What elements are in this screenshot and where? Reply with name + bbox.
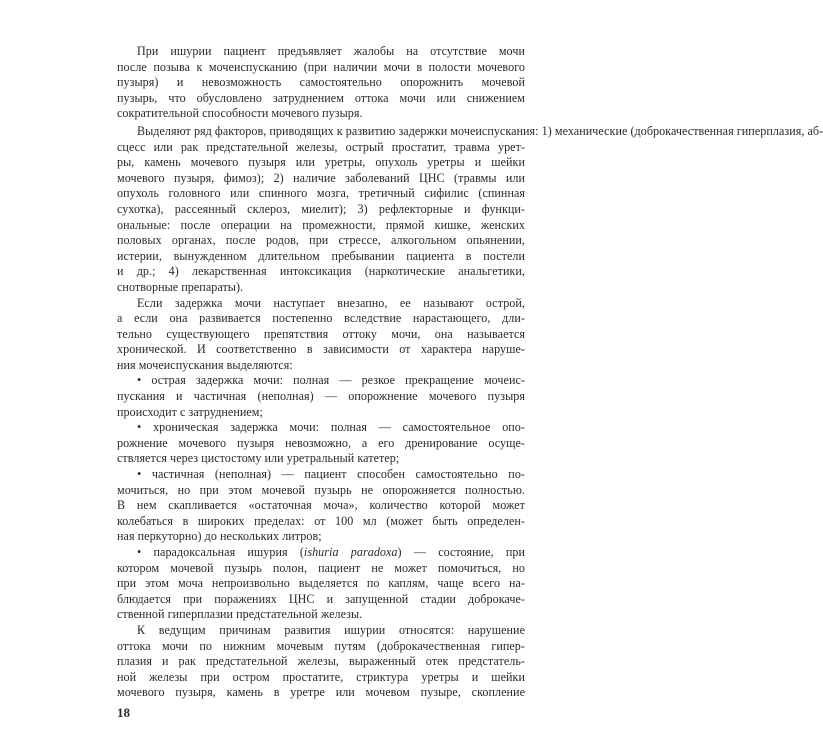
text-line: В нем скапливается «остаточная моча», количество которой может — [117, 498, 525, 513]
text-line: мочиться, но при этом мочевой пузырь не опорожняется полностью. — [117, 482, 525, 497]
text-line: пузыря) и невозможность самостоятельно опорожнить мочевой — [117, 75, 525, 90]
text-line: хронической. И соответственно в зависимости от характера наруше- — [117, 342, 525, 357]
text-line: ной железы при остром простатите, стриктура уретры и шейки — [117, 669, 525, 684]
paragraph-ishuria-complaints — [117, 44, 525, 122]
text-line: рожнение мочевого пузыря невозможно, а его дренирование осуще- — [117, 435, 525, 450]
text-line: опухоль головного или спинного мозга, третичный сифилис (спинная — [117, 186, 525, 201]
text-line: ональные: после операции на промежности, прямой кишке, женских — [117, 217, 525, 232]
list-item-chronic — [117, 420, 525, 467]
text-line: при этом моча непроизвольно выделяется по каплям, чаще всего на- — [117, 576, 525, 591]
text-line: • частичная (неполная) — пациент способен самостоятельно по- — [137, 467, 525, 482]
text-line: колебаться в широких пределах: от 100 мл (может быть определен- — [117, 513, 525, 528]
text-line: половых органах, после родов, при стрессе, алкогольном опьянении, — [117, 233, 525, 248]
text-line: оттока мочи по нижним мочевым путям (доброкачественная гипер- — [117, 638, 525, 653]
text-line: сократительной способности мочевого пузыря. — [117, 106, 363, 121]
list-item-partial — [117, 467, 525, 545]
paragraph-acute-chronic — [117, 296, 525, 374]
text-line: Если задержка мочи наступает внезапно, ее называют острой, — [137, 295, 525, 310]
page-number: 18 — [117, 705, 130, 720]
text-line: мочевого пузыря, камень в уретре или мочевом пузыре, скопление — [117, 685, 525, 700]
text-line: К ведущим причинам развития ишурии относятся: нарушение — [137, 622, 525, 637]
text-fragment: • парадоксальная ишурия ( — [137, 545, 304, 559]
text-line: и др.; 4) лекарственная интоксикация (наркотические анальгетики, — [117, 264, 525, 279]
text-line: Выделяют ряд факторов, приводящих к развитию задержки мочеиспускания: 1) механические (доброкачественная гиперплазия, аб- — [137, 123, 823, 138]
text-line: снотворные препараты). — [117, 279, 244, 294]
list-item-acute — [117, 373, 525, 420]
text-line: ры, камень мочевого пузыря или уретры, опухоль уретры и шейки — [117, 155, 525, 170]
text-line: сухотка), рассеянный склероз, миелит); 3) рефлекторные и функци- — [117, 201, 525, 216]
text-line: а если она развивается постепенно вследствие нарастающего, дли- — [117, 311, 525, 326]
text-line: ственной гиперплазии предстательной железы. — [117, 607, 363, 622]
text-line: истерии, вынужденном длительном пребывании пациента в постели — [117, 248, 525, 263]
text-line: после позыва к мочеиспусканию (при наличии мочи в полости мочевого — [117, 59, 525, 74]
text-line — [117, 545, 525, 561]
document-page — [117, 44, 823, 734]
paragraph-retention-factors — [117, 123, 823, 296]
list-item-paradoxical — [117, 545, 525, 623]
text-line: При ишурии пациент предъявляет жалобы на отсутствие мочи — [137, 44, 525, 58]
text-line: мочевого пузыря, фимоз); 2) наличие заболеваний ЦНС (травмы или — [117, 170, 525, 185]
text-line: происходит с затруднением; — [117, 404, 263, 419]
text-line: ния мочеиспускания выделяются: — [117, 357, 293, 372]
text-line: сцесс или рак предстательной железы, острый простатит, травма урет- — [117, 139, 525, 154]
text-fragment: ) — состояние, при — [397, 545, 525, 559]
text-line: ствляется через цистостому или уретральный катетер; — [117, 451, 400, 466]
text-line: • острая задержка мочи: полная — резкое прекращение мочеис- — [137, 373, 525, 388]
text-line: котором мочевой пузырь полон, пациент не может помочиться, но — [117, 560, 525, 575]
text-line: ная перкуторно) до нескольких литров; — [117, 529, 322, 544]
text-line: пускания и частичная (неполная) — опорожнение мочевого пузыря — [117, 389, 525, 404]
text-line: пузырь, что обусловлено затруднением оттока мочи или снижением — [117, 90, 525, 105]
text-line: тельно существующего препятствия оттоку мочи, она называется — [117, 326, 525, 341]
paragraph-leading-causes — [117, 623, 525, 701]
text-line: плазия и рак предстательной железы, выраженный отек предстатель- — [117, 654, 525, 669]
text-line: • хроническая задержка мочи: полная — самостоятельное опо- — [137, 420, 525, 435]
latin-term: ishuria paradoxa — [303, 545, 398, 559]
text-line: блюдается при поражениях ЦНС и запущенной стадии доброкаче- — [117, 591, 525, 606]
